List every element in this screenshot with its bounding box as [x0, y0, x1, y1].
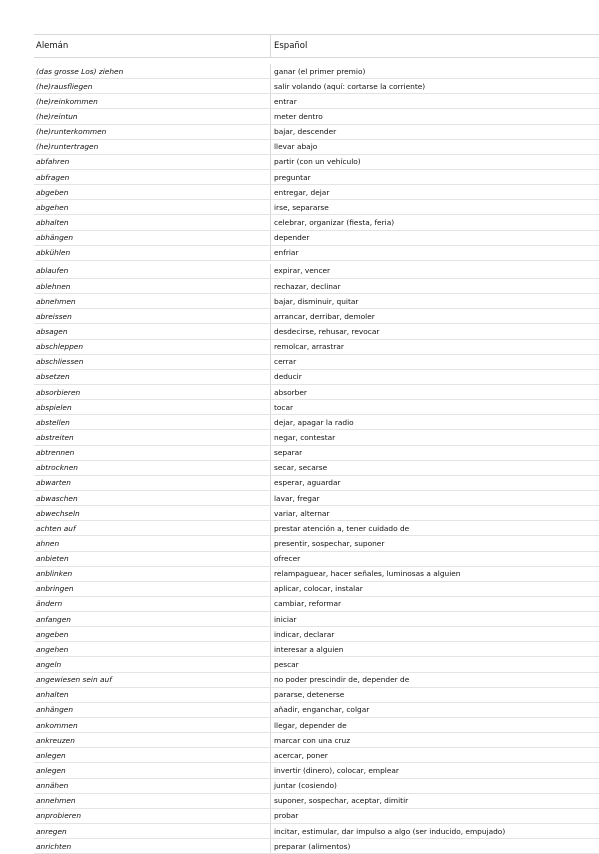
table-row — [34, 673, 599, 688]
spanish-translation: no poder prescindir de, depender de — [274, 675, 410, 685]
german-term: (das grosse Los) ziehen — [34, 64, 271, 78]
german-term: angewiesen sein auf — [34, 673, 271, 687]
german-term: anhalten — [34, 688, 271, 702]
spanish-translation: entregar, dejar — [274, 187, 330, 197]
table-row — [34, 461, 599, 476]
spanish-translation: ofrecer — [274, 554, 301, 564]
german-term: abfahren — [34, 155, 271, 169]
german-term: anhängen — [34, 703, 271, 717]
german-term: (he)rausfliegen — [34, 79, 271, 93]
spanish-translation: preparar (alimentos) — [274, 841, 351, 851]
german-term: ablehnen — [34, 279, 271, 293]
table-row — [34, 521, 599, 536]
spanish-translation: marcar con una cruz — [274, 735, 351, 745]
table-row — [34, 109, 599, 124]
spanish-translation: pescar — [274, 660, 299, 670]
spanish-translation: iniciar — [274, 614, 297, 624]
spanish-translation: prestar atención a, tener cuidado de — [274, 523, 410, 533]
table-row — [34, 215, 599, 230]
table-row — [34, 309, 599, 324]
german-term: ablaufen — [34, 264, 271, 278]
german-term: anlegen — [34, 763, 271, 777]
table-row — [34, 491, 599, 506]
german-term: ankreuzen — [34, 733, 271, 747]
table-body — [34, 64, 599, 854]
german-term: absorbieren — [34, 385, 271, 399]
german-term: abstellen — [34, 415, 271, 429]
german-term: angehen — [34, 642, 271, 656]
german-term: angeln — [34, 657, 271, 671]
german-term: achten auf — [34, 521, 271, 535]
spanish-translation: ganar (el primer premio) — [274, 66, 366, 76]
table-row — [34, 627, 599, 642]
table-row — [34, 231, 599, 246]
spanish-translation: variar, alternar — [274, 508, 330, 518]
table-row — [34, 809, 599, 824]
spanish-translation: presentir, sospechar, suponer — [274, 538, 385, 548]
table-row — [34, 64, 599, 79]
table-row — [34, 794, 599, 809]
spanish-translation: suponer, sospechar, aceptar, dimitir — [274, 796, 409, 806]
table-row — [34, 536, 599, 551]
spanish-translation: celebrar, organizar (fiesta, feria) — [274, 217, 395, 227]
table-row — [34, 400, 599, 415]
vocabulary-table — [34, 34, 599, 854]
spanish-translation: cambiar, reformar — [274, 599, 342, 609]
german-term: ahnen — [34, 536, 271, 550]
spanish-translation: salir volando (aquí: cortarse la corriente) — [274, 81, 426, 91]
table-row — [34, 94, 599, 109]
table-row — [34, 597, 599, 612]
german-term: anbringen — [34, 582, 271, 596]
german-term: annähen — [34, 779, 271, 793]
table-row — [34, 264, 599, 279]
german-term: abkühlen — [34, 246, 271, 260]
spanish-translation: arrancar, derribar, demoler — [274, 311, 375, 321]
table-row — [34, 155, 599, 170]
german-term: anregen — [34, 824, 271, 838]
table-row — [34, 185, 599, 200]
spanish-translation: depender — [274, 233, 310, 243]
table-row — [34, 340, 599, 355]
table-row — [34, 839, 599, 854]
table-row — [34, 703, 599, 718]
german-term: anrichten — [34, 839, 271, 853]
table-row — [34, 582, 599, 597]
german-term: absagen — [34, 324, 271, 338]
header-spanish: Español — [274, 41, 308, 51]
table-row — [34, 79, 599, 94]
spanish-translation: bajar, disminuir, quitar — [274, 296, 359, 306]
german-term: abhalten — [34, 215, 271, 229]
spanish-translation: probar — [274, 811, 299, 821]
spanish-translation: tocar — [274, 402, 294, 412]
spanish-translation: acercar, poner — [274, 750, 328, 760]
german-term: anfangen — [34, 612, 271, 626]
table-row — [34, 779, 599, 794]
spanish-translation: llevar abajo — [274, 142, 318, 152]
spanish-translation: meter dentro — [274, 111, 323, 121]
german-term: ändern — [34, 597, 271, 611]
german-term: abwarten — [34, 476, 271, 490]
table-row — [34, 125, 599, 140]
german-term: abhängen — [34, 231, 271, 245]
table-row — [34, 385, 599, 400]
spanish-translation: añadir, enganchar, colgar — [274, 705, 370, 715]
table-row — [34, 506, 599, 521]
table-row — [34, 476, 599, 491]
german-term: abschleppen — [34, 340, 271, 354]
spanish-translation: secar, secarse — [274, 463, 328, 473]
table-row — [34, 688, 599, 703]
german-term: anlegen — [34, 748, 271, 762]
table-row — [34, 170, 599, 185]
spanish-translation: rechazar, declinar — [274, 281, 341, 291]
german-term: annehmen — [34, 794, 271, 808]
german-term: angeben — [34, 627, 271, 641]
german-term: abreissen — [34, 309, 271, 323]
spanish-translation: juntar (cosiendo) — [274, 781, 337, 791]
german-term: abspielen — [34, 400, 271, 414]
table-row — [34, 718, 599, 733]
table-row — [34, 748, 599, 763]
table-row — [34, 657, 599, 672]
spanish-translation: remolcar, arrastrar — [274, 342, 344, 352]
spanish-translation: enfriar — [274, 248, 299, 258]
german-term: abtrocknen — [34, 461, 271, 475]
german-term: abstreiten — [34, 430, 271, 444]
table-row — [34, 567, 599, 582]
spanish-translation: negar, contestar — [274, 432, 336, 442]
table-row — [34, 140, 599, 155]
table-row — [34, 430, 599, 445]
table-row — [34, 612, 599, 627]
spanish-translation: separar — [274, 448, 303, 458]
table-row — [34, 763, 599, 778]
header-german: Alemán — [34, 35, 271, 57]
spanish-translation: expirar, vencer — [274, 266, 331, 276]
table-row — [34, 200, 599, 215]
spanish-translation: bajar, descender — [274, 127, 337, 137]
german-term: (he)runterkommen — [34, 125, 271, 139]
spanish-translation: entrar — [274, 96, 297, 106]
table-row — [34, 642, 599, 657]
spanish-translation: pararse, detenerse — [274, 690, 345, 700]
german-term: (he)runtertragen — [34, 140, 271, 154]
table-row — [34, 824, 599, 839]
spanish-translation: deducir — [274, 372, 302, 382]
german-term: anblinken — [34, 567, 271, 581]
spanish-translation: irse, separarse — [274, 202, 329, 212]
spanish-translation: incitar, estimular, dar impulso a algo (ser inducido, empujado) — [274, 826, 506, 836]
spanish-translation: desdecirse, rehusar, revocar — [274, 326, 380, 336]
german-term: absetzen — [34, 370, 271, 384]
spanish-translation: partir (con un vehículo) — [274, 157, 361, 167]
table-row — [34, 415, 599, 430]
table-row — [34, 370, 599, 385]
table-row — [34, 279, 599, 294]
table-row — [34, 446, 599, 461]
table-row — [34, 355, 599, 370]
german-term: ankommen — [34, 718, 271, 732]
spanish-translation: indicar, declarar — [274, 629, 335, 639]
spanish-translation: preguntar — [274, 172, 311, 182]
spanish-translation: aplicar, colocar, instalar — [274, 584, 363, 594]
spanish-translation: absorber — [274, 387, 307, 397]
table-row — [34, 294, 599, 309]
german-term: (he)reintun — [34, 109, 271, 123]
german-term: abschliessen — [34, 355, 271, 369]
spanish-translation: esperar, aguardar — [274, 478, 341, 488]
table-row — [34, 733, 599, 748]
german-term: abwechseln — [34, 506, 271, 520]
table-header — [34, 34, 599, 58]
german-term: abtrennen — [34, 446, 271, 460]
german-term: anbieten — [34, 552, 271, 566]
german-term: abwaschen — [34, 491, 271, 505]
table-row — [34, 552, 599, 567]
spanish-translation: relampaguear, hacer señales, luminosas a alguien — [274, 569, 461, 579]
german-term: abgehen — [34, 200, 271, 214]
spanish-translation: lavar, fregar — [274, 493, 320, 503]
spanish-translation: dejar, apagar la radio — [274, 417, 354, 427]
table-row — [34, 246, 599, 261]
german-term: abfragen — [34, 170, 271, 184]
spanish-translation: cerrar — [274, 357, 297, 367]
german-term: abgeben — [34, 185, 271, 199]
spanish-translation: interesar a alguien — [274, 644, 344, 654]
german-term: abnehmen — [34, 294, 271, 308]
spanish-translation: invertir (dinero), colocar, emplear — [274, 766, 399, 776]
german-term: (he)reinkommen — [34, 94, 271, 108]
table-row — [34, 324, 599, 339]
german-term: anprobieren — [34, 809, 271, 823]
spanish-translation: llegar, depender de — [274, 720, 347, 730]
